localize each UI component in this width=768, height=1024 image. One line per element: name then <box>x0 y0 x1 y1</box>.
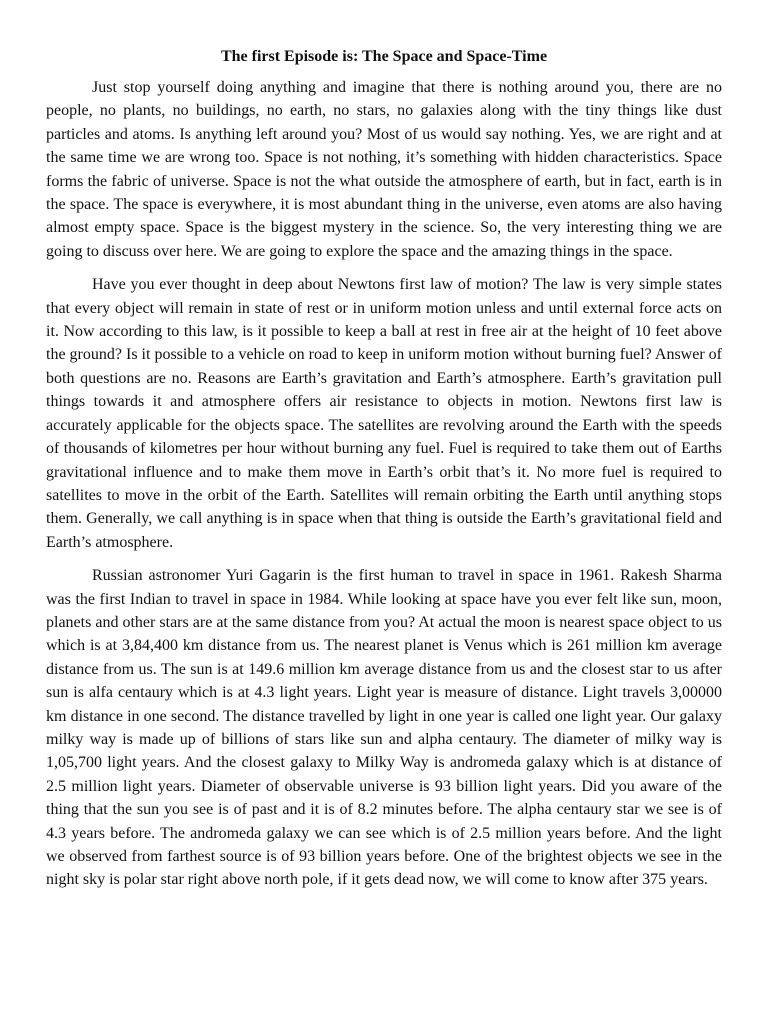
paragraph-newtons-law: Have you ever thought in deep about Newtons first law of motion? The law is very simple states that every object will remain in state of rest or in uniform motion unless and until external force acts on it. Now according to this law, is it possible to keep a ball at rest in free air at the height of 10 feet above the ground? Is it possible to a vehicle on road to keep in uniform motion without burning fuel? Answer of both questions are no. Reasons are Earth’s gravitation and Earth’s atmosphere. Earth’s gravitation pull things towards it and atmosphere offers air resistance to objects in motion. Newtons first law is accurately applicable for the objects space. The satellites are revolving around the Earth with the speeds of thousands of kilometres per hour without burning any fuel. Fuel is required to take them out of Earths gravitational influence and to make them move in Earth’s orbit that’s it. No more fuel is required to satellites to move in the orbit of the Earth. Satellites will remain orbiting the Earth until anything stops them. Generally, we call anything is in space when that thing is outside the Earth’s gravitational field and Earth’s atmosphere. <box>46 276 722 551</box>
paragraph-space-intro: Just stop yourself doing anything and imagine that there is nothing around you, there are no people, no plants, no buildings, no earth, no stars, no galaxies along with the tiny things like dust particles and atoms. Is anything left around you? Most of us would say nothing. Yes, we are right and at the same time we are wrong too. Space is not nothing, it’s something with hidden characteristics. Space forms the fabric of universe. Space is not the what outside the atmosphere of earth, but in fact, earth is in the space. The space is everywhere, it is most abundant thing in the universe, even atoms are also having almost empty space. Space is the biggest mystery in the science. So, the very interesting thing we are going to discuss over here. We are going to explore the space and the amazing things in the space. <box>46 79 722 260</box>
document-title: The first Episode is: The Space and Space-Time <box>220 48 548 65</box>
paragraph-space-distances: Russian astronomer Yuri Gagarin is the first human to travel in space in 1961. Rakesh Sharma was the first Indian to travel in space in 1984. While looking at space have you ever felt like sun, moon, planets and other stars are at the same distance from you? At actual the moon is nearest space object to us which is at 3,84,400 km distance from us. The nearest planet is Venus which is 261 million km average distance from us. The sun is at 149.6 million km average distance from us and the closest star to us after sun is alfa centaury which is at 4.3 light years. Light year is measure of distance. Light travels 3,00000 km distance in one second. The distance travelled by light in one year is called one light year. Our galaxy milky way is made up of billions of stars like sun and alpha centaury. The diameter of milky way is 1,05,700 light years. And the closest galaxy to Milky Way is andromeda galaxy which is at distance of 2.5 million light years. Diameter of observable universe is 93 billion light years. Did you aware of the thing that the sun you see is of past and it is of 8.2 minutes before. The alpha centaury star we see is of 4.3 years before. The andromeda galaxy we can see which is of 2.5 million years before. And the light we observed from farthest source is of 93 billion years before. One of the brightest objects we see in the night sky is polar star right above north pole, if it gets dead now, we will come to know after 375 years. <box>46 567 722 889</box>
document-page <box>46 46 722 902</box>
